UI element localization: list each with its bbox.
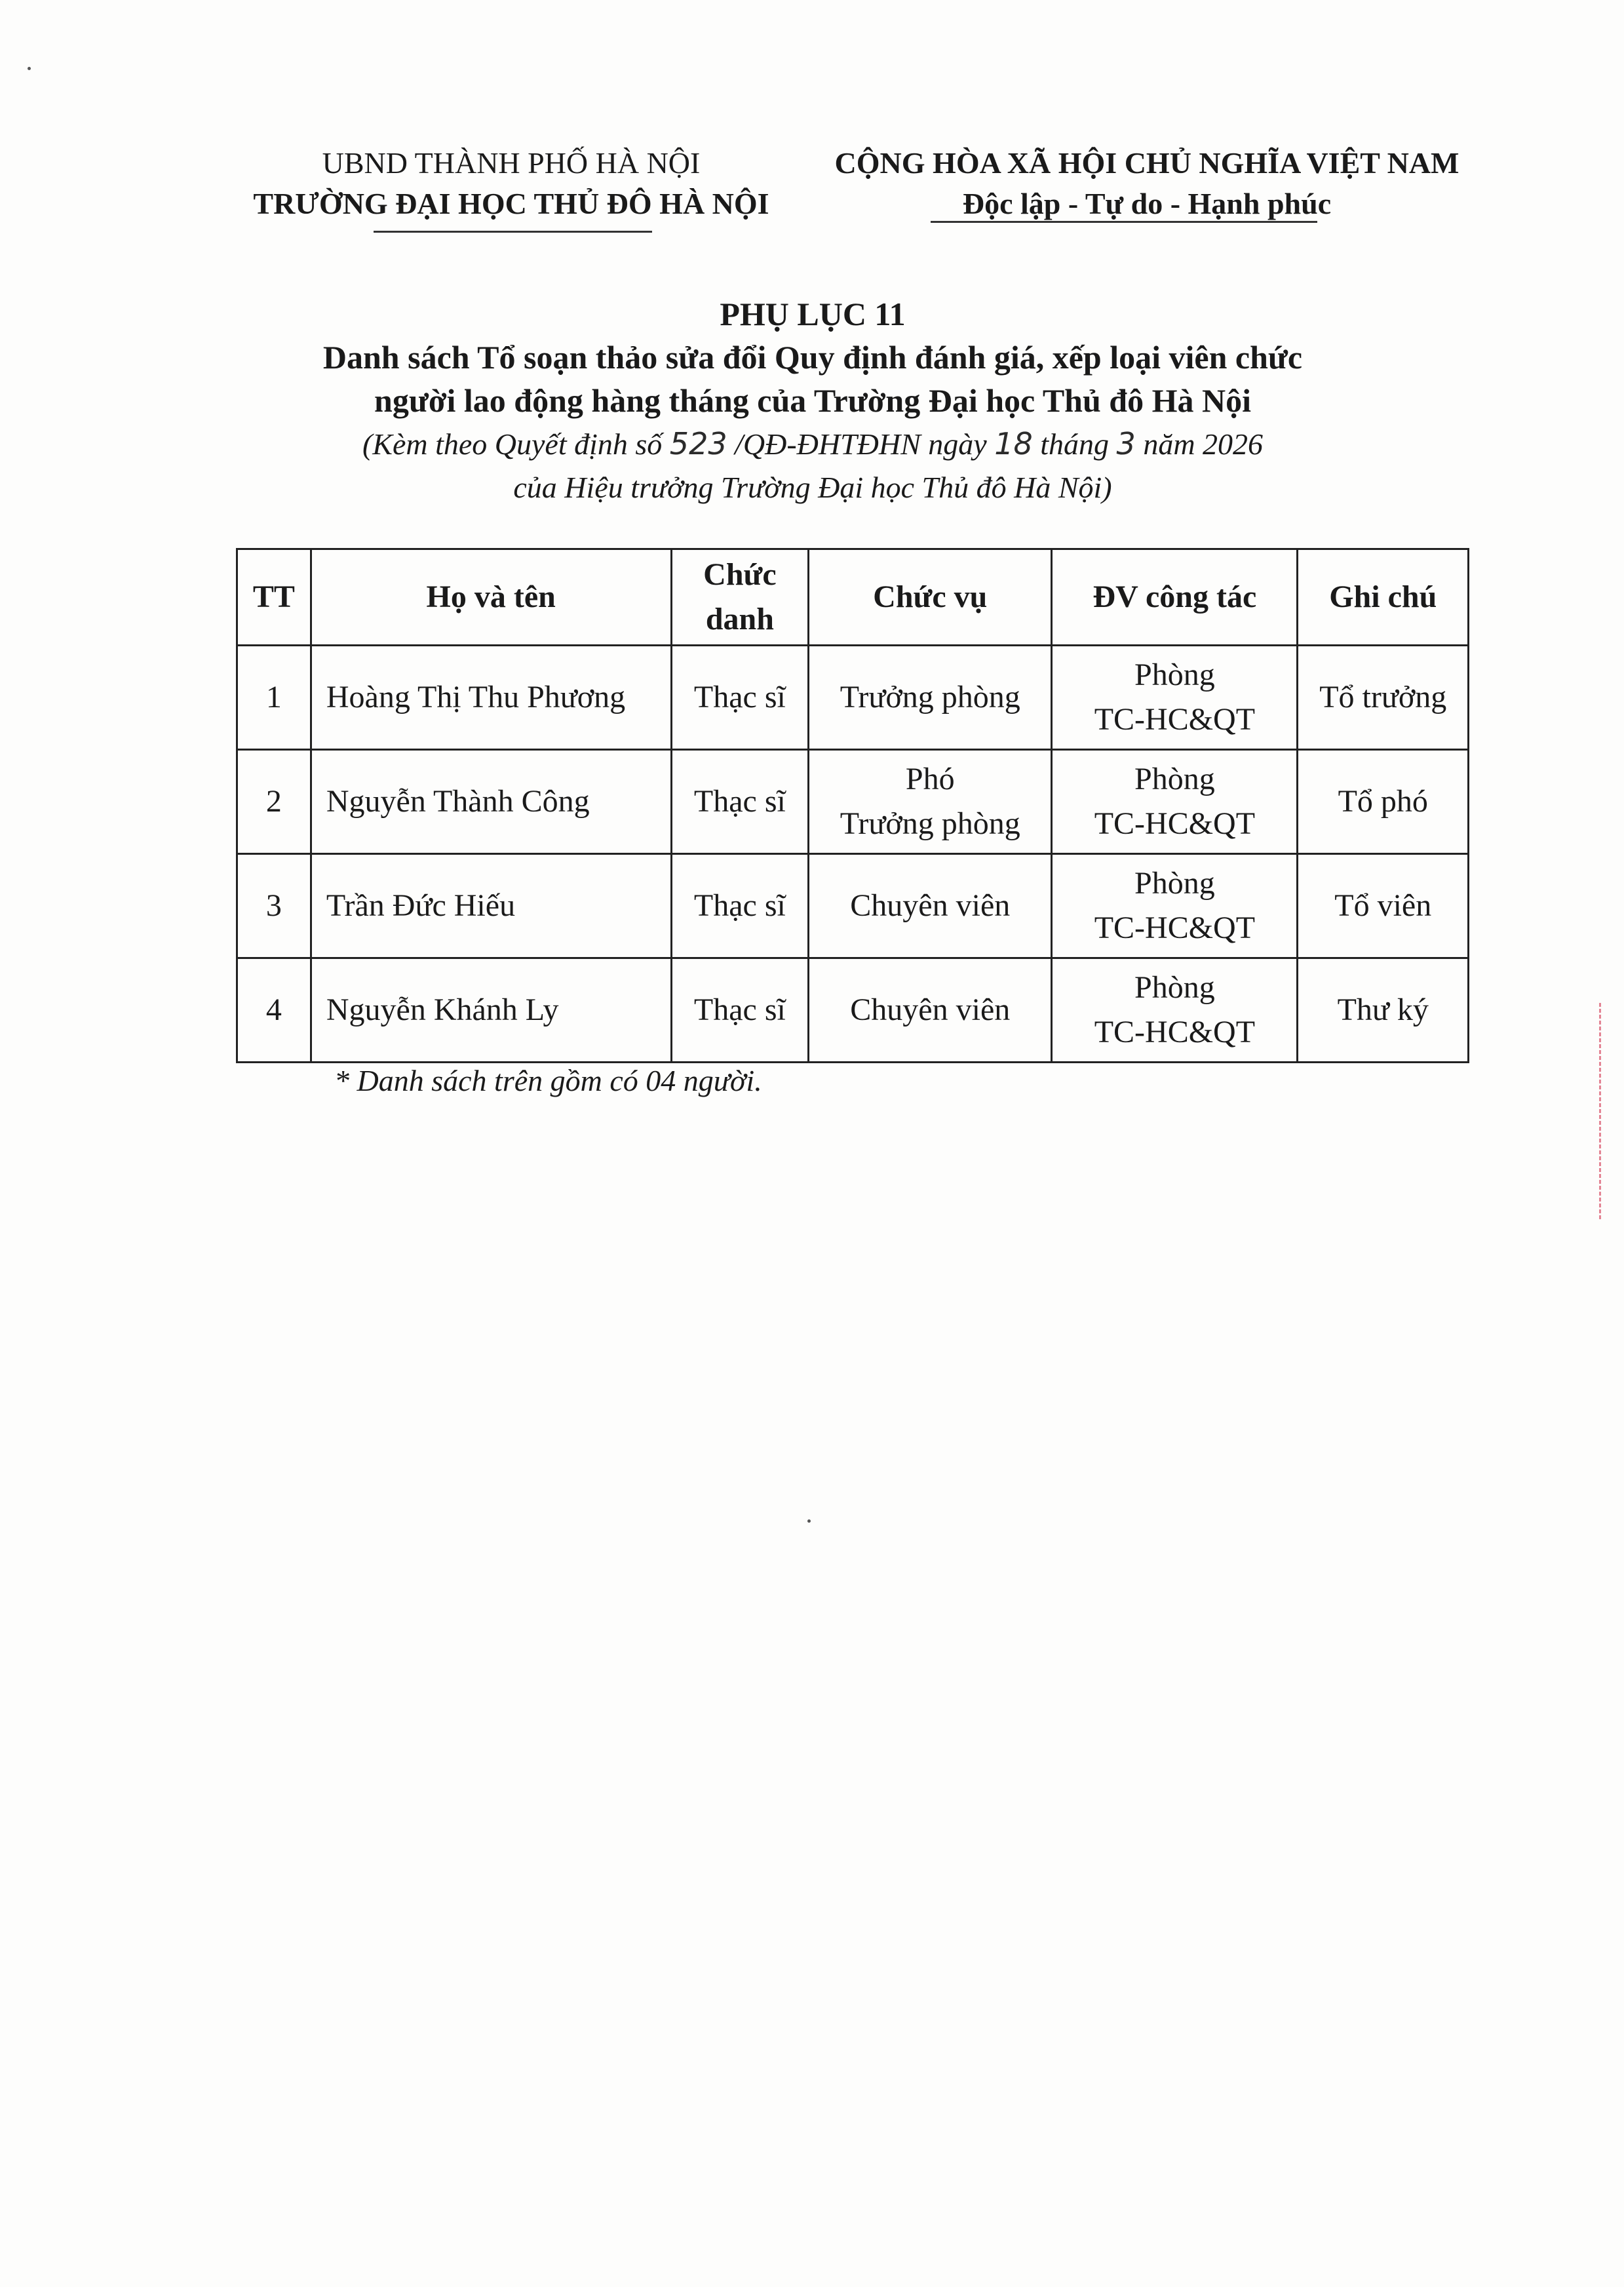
cell-title: Thạc sĩ bbox=[671, 854, 809, 958]
scan-speck bbox=[28, 67, 31, 70]
cell-tt: 3 bbox=[237, 854, 311, 958]
issuer-parent-agency: UBND THÀNH PHỐ HÀ NỘI bbox=[322, 146, 701, 180]
note-mid3: năm 2026 bbox=[1135, 427, 1264, 461]
cell-department: Phòng TC-HC&QT bbox=[1052, 646, 1298, 750]
cell-title: Thạc sĩ bbox=[671, 646, 809, 750]
cell-tt: 1 bbox=[237, 646, 311, 750]
header-position: Chức vụ bbox=[809, 549, 1052, 646]
table-row bbox=[237, 958, 1469, 1063]
staff-table bbox=[236, 548, 1469, 1063]
note-prefix: (Kèm theo Quyết định số bbox=[362, 427, 670, 461]
issuer-name: TRƯỜNG ĐẠI HỌC THỦ ĐÔ HÀ NỘI bbox=[253, 187, 769, 220]
cell-full-name: Trần Đức Hiếu bbox=[311, 854, 671, 958]
header-tt: TT bbox=[237, 549, 311, 646]
national-motto-header bbox=[813, 143, 1481, 224]
decision-number-handwritten: 523 bbox=[669, 426, 727, 461]
cell-department: Phòng TC-HC&QT bbox=[1052, 750, 1298, 854]
cell-note: Tổ trưởng bbox=[1298, 646, 1469, 750]
header-title: Chức danh bbox=[671, 549, 809, 646]
decision-day-handwritten: 18 bbox=[994, 426, 1033, 461]
issuer-header bbox=[216, 143, 806, 224]
appendix-signer-reference: của Hiệu trưởng Trường Đại học Thủ đô Hà Nội) bbox=[513, 471, 1112, 504]
appendix-title-block bbox=[197, 292, 1429, 509]
cell-full-name: Hoàng Thị Thu Phương bbox=[311, 646, 671, 750]
table-header-row bbox=[237, 549, 1469, 646]
cell-department: Phòng TC-HC&QT bbox=[1052, 958, 1298, 1063]
cell-full-name: Nguyễn Thành Công bbox=[311, 750, 671, 854]
cell-position: Trưởng phòng bbox=[809, 646, 1052, 750]
table-row bbox=[237, 750, 1469, 854]
national-motto: Độc lập - Tự do - Hạnh phúc bbox=[962, 187, 1332, 220]
appendix-subtitle: Danh sách Tổ soạn thảo sửa đổi Quy định đánh giá, xếp loại viên chức người lao động hàng tháng của Trường Đại học Thủ đô Hà Nội bbox=[322, 339, 1303, 419]
cell-note: Tổ viên bbox=[1298, 854, 1469, 958]
cell-full-name: Nguyễn Khánh Ly bbox=[311, 958, 671, 1063]
cell-note: Thư ký bbox=[1298, 958, 1469, 1063]
scan-speck bbox=[807, 1519, 811, 1523]
decision-month-handwritten: 3 bbox=[1116, 426, 1136, 461]
cell-position: Phó Trưởng phòng bbox=[809, 750, 1052, 854]
cell-tt: 2 bbox=[237, 750, 311, 854]
note-mid1: /QĐ-ĐHTĐHN ngày bbox=[727, 427, 995, 461]
table-row bbox=[237, 854, 1469, 958]
table-row bbox=[237, 646, 1469, 750]
cell-note: Tổ phó bbox=[1298, 750, 1469, 854]
header-note: Ghi chú bbox=[1298, 549, 1469, 646]
appendix-title: PHỤ LỤC 11 bbox=[720, 296, 906, 332]
cell-position: Chuyên viên bbox=[809, 854, 1052, 958]
issuer-underline bbox=[374, 231, 652, 233]
cell-title: Thạc sĩ bbox=[671, 750, 809, 854]
motto-underline bbox=[931, 221, 1317, 223]
note-mid2: tháng bbox=[1032, 427, 1117, 461]
header-full-name: Họ và tên bbox=[311, 549, 671, 646]
appendix-decision-reference bbox=[197, 422, 1429, 466]
cell-title: Thạc sĩ bbox=[671, 958, 809, 1063]
cell-tt: 4 bbox=[237, 958, 311, 1063]
margin-stamp-mark bbox=[1599, 1003, 1606, 1219]
header-department: ĐV công tác bbox=[1052, 549, 1298, 646]
country-name: CỘNG HÒA XÃ HỘI CHỦ NGHĨA VIỆT NAM bbox=[834, 146, 1460, 180]
footnote: * Danh sách trên gồm có 04 người. bbox=[334, 1064, 762, 1097]
cell-position: Chuyên viên bbox=[809, 958, 1052, 1063]
cell-department: Phòng TC-HC&QT bbox=[1052, 854, 1298, 958]
